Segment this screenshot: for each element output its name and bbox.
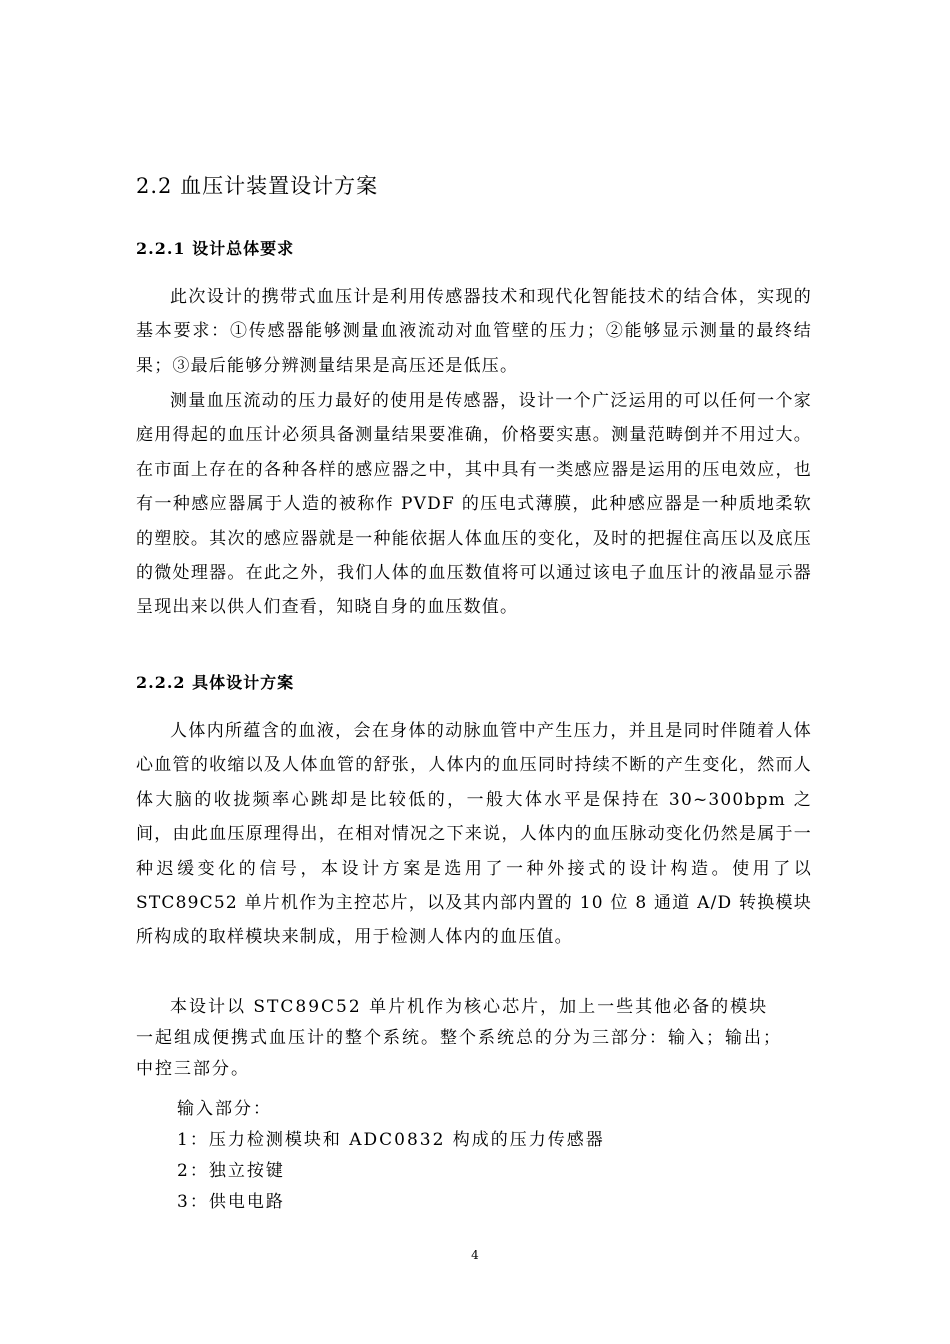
input-item-keys: 2：独立按键 xyxy=(177,1161,285,1181)
input-section-title: 输入部分： xyxy=(177,1099,272,1119)
input-item-power-circuit: 3：供电电路 xyxy=(177,1192,285,1212)
subsection-heading-overall-requirements: 2.2.1 设计总体要求 xyxy=(136,239,295,258)
paragraph-blood-pressure-principle: 人体内所蕴含的血液，会在身体的动脉血管中产生压力，并且是同时伴随着人体心血管的收缩以及人体血管的舒张，人体内的血压同时持续不断的产生变化，然而人体大脑的收拢频率心跳却是比较低的，一般大体水平是保持在 30~300bpm 之间，由此血压原理得出，在相对情况之下来说，人体内的血压脉动变化仍然是属于一种迟缓变化的信号，本设计方案是选用了一种外接式的设计构造。使用了以 STC89C52 单片机作为主控芯片，以及其内部内置的 10 位 8 通道 A/D 转换模块所构成的取样模块来制成，用于检测人体内的血压值。 xyxy=(136,721,812,948)
page-number: 4 xyxy=(471,1248,479,1262)
section-heading: 2.2 血压计装置设计方案 xyxy=(136,174,379,198)
paragraph-system-overview: 本设计以 STC89C52 单片机作为核心芯片，加上一些其他必备的模块一起组成便携式血压计的整个系统。整个系统总的分为三部分：输入；输出；中控三部分。 xyxy=(136,997,782,1079)
input-item-pressure-sensor: 1：压力检测模块和 ADC0832 构成的压力传感器 xyxy=(177,1130,605,1150)
subsection-heading-specific-design: 2.2.2 具体设计方案 xyxy=(136,673,295,692)
paragraph-sensor-description: 测量血压流动的压力最好的使用是传感器，设计一个广泛运用的可以任何一个家庭用得起的血压计必须具备测量结果要准确，价格要实惠。测量范畴倒并不用过大。在市面上存在的各种各样的感应器之中，其中具有一类感应器是运用的压电效应，也有一种感应器属于人造的被称作 PVDF 的压电式薄膜，此种感应器是一种质地柔软的塑胶。其次的感应器就是一种能依据人体血压的变化，及时的把握住高压以及底压的微处理器。在此之外，我们人体的血压数值将可以通过该电子血压计的液晶显示器呈现出来以供人们查看，知晓自身的血压数值。 xyxy=(136,391,812,618)
paragraph-basic-requirements: 此次设计的携带式血压计是利用传感器技术和现代化智能技术的结合体，实现的基本要求：①传感器能够测量血液流动对血管壁的压力；②能够显示测量的最终结果；③最后能够分辨测量结果是高压还是低压。 xyxy=(136,287,812,376)
